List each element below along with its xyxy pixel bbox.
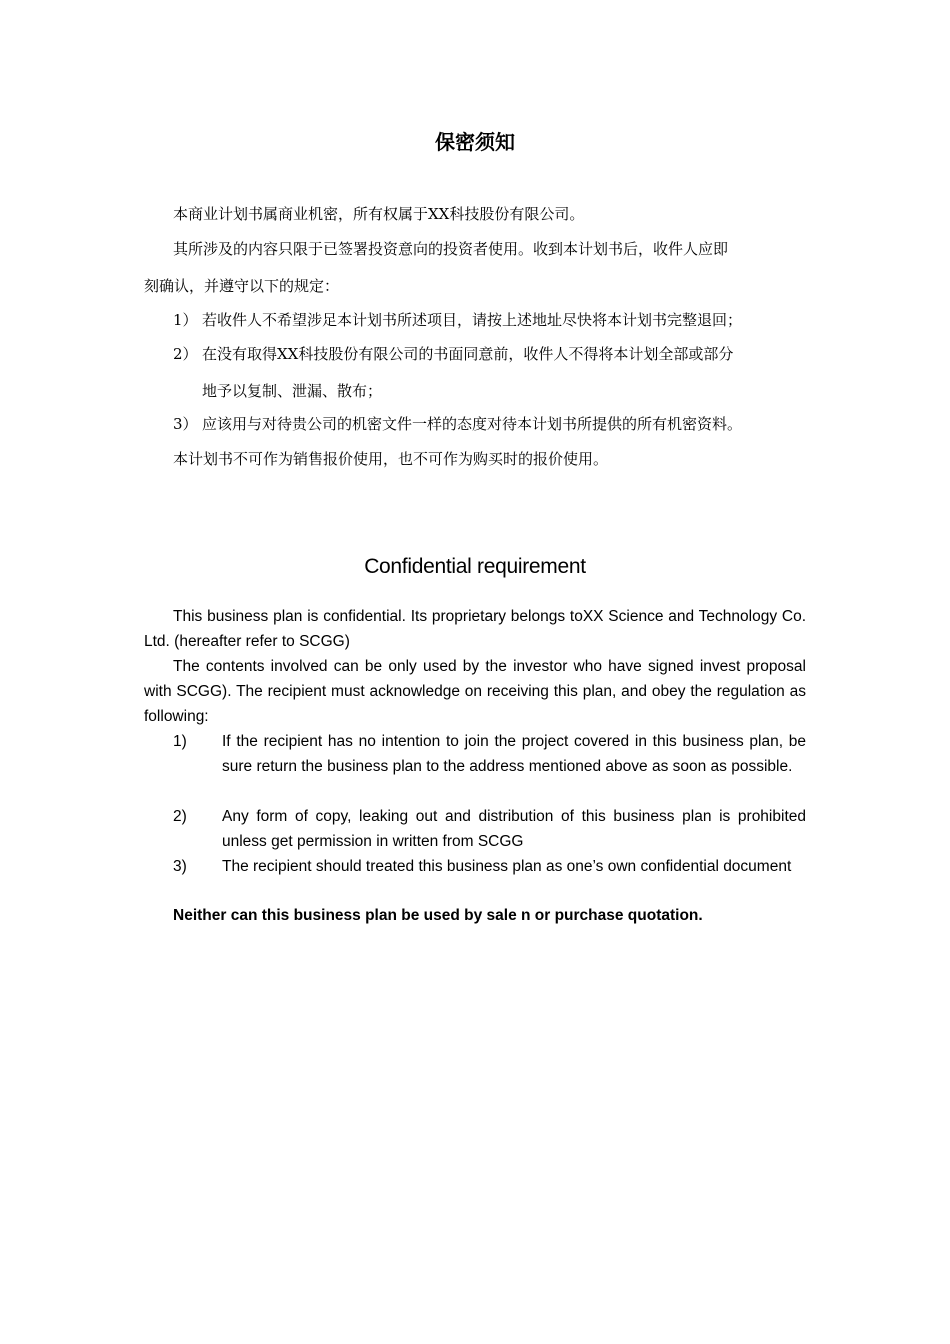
en-item-1-number: 1) (173, 733, 187, 750)
cn-item-2-text-line-1: 在没有取得XX科技股份有限公司的书面同意前，收件人不得将本计划全部或部分 (202, 345, 734, 363)
en-final-note: Neither can this business plan be used by sale n or purchase quotation. (173, 907, 703, 924)
en-item-1-text: If the recipient has no intention to join the project covered in this business plan, be sure return the business plan to the address mentioned above as soon as possible. (222, 733, 806, 775)
en-item-3-number: 3) (173, 858, 187, 875)
cn-item-1-text: 若收件人不希望涉足本计划书所述项目，请按上述地址尽快将本计划书完整退回； (202, 311, 743, 329)
en-title: Confidential requirement (364, 555, 586, 578)
cn-item-1-number: 1） (173, 311, 198, 329)
cn-item-2-text-line-2: 地予以复制、泄漏、散布； (202, 382, 383, 400)
cn-paragraph-2-line-2: 刻确认，并遵守以下的规定： (144, 277, 340, 295)
en-list-item-1 (173, 729, 806, 779)
cn-item-3-text: 应该用与对待贵公司的机密文件一样的态度对待本计划书所提供的所有机密资料。 (202, 415, 743, 433)
en-item-2-number: 2) (173, 808, 187, 825)
en-paragraph-2: The contents involved can be only used by the investor who have signed invest proposal with SCGG). The recipient must acknowledge on receiving this plan, and obey the regulation as following: (144, 658, 806, 725)
cn-paragraph-2-line-1: 其所涉及的内容只限于已签署投资意向的投资者使用。收到本计划书后，收件人应即 (173, 240, 729, 258)
en-list-item-3 (173, 854, 806, 879)
cn-final-note: 本计划书不可作为销售报价使用，也不可作为购买时的报价使用。 (173, 450, 609, 468)
en-list-item-2 (173, 804, 806, 854)
en-paragraph-1: This business plan is confidential. Its proprietary belongs toXX Science and Technology Co. Ltd. (hereafter refer to SCGG) (144, 608, 806, 650)
cn-item-2-number: 2） (173, 345, 198, 363)
cn-item-3-number: 3） (173, 415, 198, 433)
en-item-2-text: Any form of copy, leaking out and distribution of this business plan is prohibited unless get permission in written from SCGG (222, 808, 806, 850)
cn-paragraph-1: 本商业计划书属商业机密，所有权属于XX科技股份有限公司。 (173, 205, 585, 223)
cn-title: 保密须知 (435, 130, 515, 154)
en-item-3-text: The recipient should treated this business plan as one’s own confidential document (222, 858, 792, 875)
